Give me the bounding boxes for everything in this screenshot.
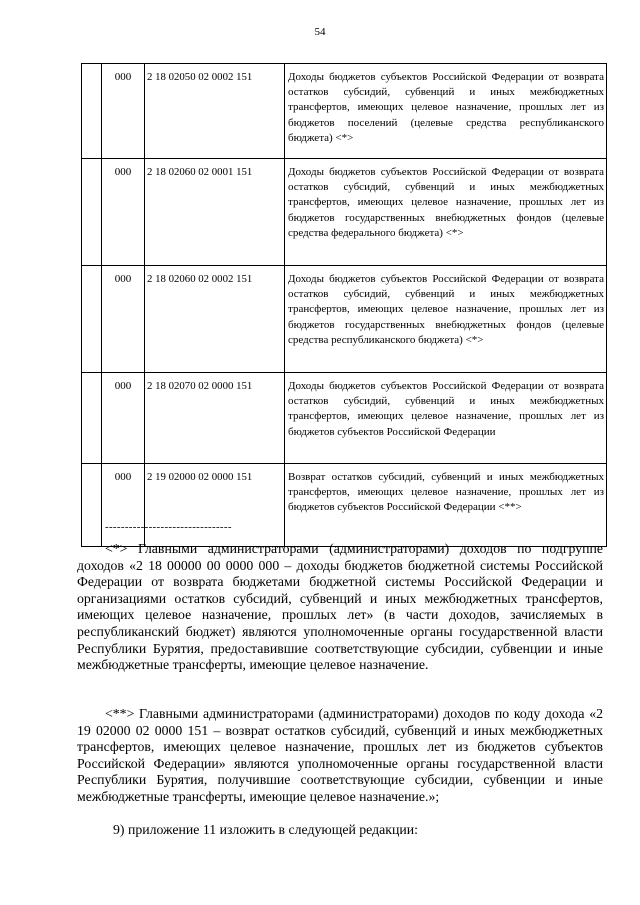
description-cell: Доходы бюджетов субъектов Российской Федерации от возврата остатков субсидий, субвенций и иных межбюджетных трансфертов, имеющих целевое назначение, прошлых лет из бюджетов субъектов Российской Федерации xyxy=(285,373,607,464)
table-row xyxy=(82,464,607,547)
empty-cell xyxy=(82,159,102,266)
table-row xyxy=(82,159,607,266)
admin-code-cell: 000 xyxy=(102,64,145,159)
admin-code-cell: 000 xyxy=(102,373,145,464)
list-item-9: 9) приложение 11 изложить в следующей редакции: xyxy=(113,822,418,837)
description-cell: Доходы бюджетов субъектов Российской Федерации от возврата остатков субсидий, субвенций и иных межбюджетных трансфертов, имеющих целевое назначение, прошлых лет из бюджетов поселений (целевые средства республиканского бюджета) <*> xyxy=(285,64,607,159)
table-row xyxy=(82,373,607,464)
empty-cell xyxy=(82,464,102,547)
table-row xyxy=(82,64,607,159)
footnote-single-asterisk: <*> Главными администраторами (администраторами) доходов по подгруппе доходов «2 18 00000 00 0000 000 – доходы бюджетов бюджетной системы Российской Федерации от возврата бюджетами бюджетной системы Российской Федерации и организациями остатков субсидий, субвенций и иных межбюджетных трансфертов, имеющих целевое назначение, прошлых лет» (в части доходов, зачисляемых в республиканский бюджет) являются уполномоченные органы государственной власти Республики Бурятия, предоставившие соответствующие субсидии, субвенции и иные межбюджетные трансферты, имеющие целевое назначение. xyxy=(77,541,603,673)
footnote-separator: -------------------------------- xyxy=(105,521,232,533)
admin-code-cell: 000 xyxy=(102,266,145,373)
kbk-code-cell: 2 18 02070 02 0000 151 xyxy=(145,373,285,464)
admin-code-cell: 000 xyxy=(102,159,145,266)
description-cell: Доходы бюджетов субъектов Российской Федерации от возврата остатков субсидий, субвенций и иных межбюджетных трансфертов, имеющих целевое назначение, прошлых лет из бюджетов государственных внебюджетных фондов (целевые средства республиканского бюджета) <*> xyxy=(285,266,607,373)
description-cell: Возврат остатков субсидий, субвенций и иных межбюджетных трансфертов, имеющих целевое назначение, прошлых лет из бюджетов субъектов Российской Федерации <**> xyxy=(285,464,607,547)
footnote-double-asterisk: <**> Главными администраторами (администраторами) доходов по коду дохода «2 19 02000 02 0000 151 – возврат остатков субсидий, субвенций и иных межбюджетных трансфертов, имеющих целевое назначение, прошлых лет из бюджетов субъектов Российской Федерации» являются уполномоченные органы государственной власти Республики Бурятия, получившие соответствующие субсидии, субвенции и иные межбюджетные трансферты, имеющие целевое назначение.»; xyxy=(77,706,603,804)
table-row xyxy=(82,266,607,373)
description-cell: Доходы бюджетов субъектов Российской Федерации от возврата остатков субсидий, субвенций и иных межбюджетных трансфертов, имеющих целевое назначение, прошлых лет из бюджетов государственных внебюджетных фондов (целевые средства федерального бюджета) <*> xyxy=(285,159,607,266)
revenue-table xyxy=(81,63,607,547)
admin-code-cell: 000 xyxy=(102,464,145,547)
page-number: 54 xyxy=(314,26,326,38)
empty-cell xyxy=(82,266,102,373)
kbk-code-cell: 2 18 02050 02 0002 151 xyxy=(145,64,285,159)
kbk-code-cell: 2 18 02060 02 0002 151 xyxy=(145,266,285,373)
table-body xyxy=(82,64,607,547)
empty-cell xyxy=(82,373,102,464)
kbk-code-cell: 2 18 02060 02 0001 151 xyxy=(145,159,285,266)
kbk-code-cell: 2 19 02000 02 0000 151 xyxy=(145,464,285,547)
empty-cell xyxy=(82,64,102,159)
